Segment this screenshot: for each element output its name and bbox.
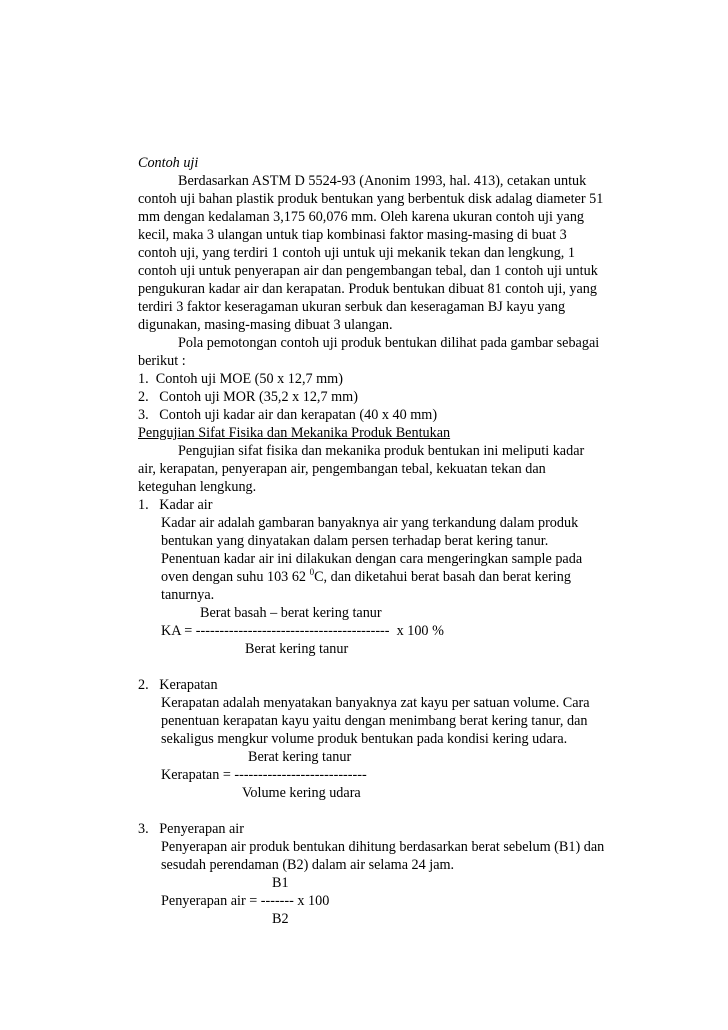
paragraph-line: Kerapatan adalah menyatakan banyaknya zat kayu per satuan volume. Cara [161, 695, 590, 711]
paragraph-line: contoh uji, yang terdiri 1 contoh uji untuk uji mekanik tekan dan lengkung, 1 [138, 245, 575, 261]
paragraph-line: sekaligus mengkur volume produk bentukan pada kondisi kering udara. [161, 731, 568, 747]
formula-numerator: Berat basah – berat kering tanur [200, 605, 382, 621]
paragraph-line: tanurnya. [161, 587, 215, 603]
paragraph-line: Pola pemotongan contoh uji produk bentukan dilihat pada gambar sebagai [178, 335, 600, 351]
formula-line: KA = ----------------------------------------- x 100 % [161, 623, 444, 639]
paragraph-line: keteguhan lengkung. [138, 479, 257, 495]
superscript-degree: 0 [309, 567, 315, 577]
paragraph-line: digunakan, masing-masing dibuat 3 ulangan. [138, 317, 393, 333]
section-heading-contoh-uji: Contoh uji [138, 155, 199, 171]
paragraph-line: contoh uji bahan plastik produk bentukan yang berbentuk disk adalag diameter 51 [138, 191, 604, 207]
paragraph-line: mm dengan kedalaman 3,175 60,076 mm. Oleh karena ukuran contoh uji yang [138, 209, 585, 225]
paragraph-line: Kadar air adalah gambaran banyaknya air yang terkandung dalam produk [161, 515, 579, 531]
formula-numerator: Berat kering tanur [248, 749, 352, 765]
paragraph-line: Penentuan kadar air ini dilakukan dengan cara mengeringkan sample pada [161, 551, 583, 567]
paragraph-line: terdiri 3 faktor keseragaman ukuran serbuk dan keseragaman BJ kayu yang [138, 299, 566, 315]
paragraph-line [161, 569, 571, 586]
paragraph-line: sesudah perendaman (B2) dalam air selama 24 jam. [161, 857, 455, 873]
formula-numerator: B1 [272, 875, 289, 891]
section-heading-pengujian: Pengujian Sifat Fisika dan Mekanika Produk Bentukan [138, 425, 451, 441]
paragraph-line: Penyerapan air produk bentukan dihitung berdasarkan berat sebelum (B1) dan [161, 839, 605, 855]
text-segment: oven dengan suhu 103 62 [161, 569, 310, 585]
list-heading-kerapatan: 2. Kerapatan [138, 677, 218, 693]
list-heading-kadar-air: 1. Kadar air [138, 497, 213, 513]
paragraph-line: contoh uji untuk penyerapan air dan pengembangan tebal, dan 1 contoh uji untuk [138, 263, 598, 279]
formula-denominator: Berat kering tanur [245, 641, 349, 657]
paragraph-line: air, kerapatan, penyerapan air, pengembangan tebal, kekuatan tekan dan [138, 461, 546, 477]
text-segment: C, dan diketahui berat basah dan berat kering [314, 569, 571, 585]
paragraph-line: penentuan kerapatan kayu yaitu dengan menimbang berat kering tanur, dan [161, 713, 588, 729]
paragraph-line: kecil, maka 3 ulangan untuk tiap kombinasi faktor masing-masing di buat 3 [138, 227, 567, 243]
paragraph-line: Pengujian sifat fisika dan mekanika produk bentukan ini meliputi kadar [178, 443, 585, 459]
paragraph-line: bentukan yang dinyatakan dalam persen terhadap berat kering tanur. [161, 533, 549, 549]
list-item: 3. Contoh uji kadar air dan kerapatan (40 x 40 mm) [138, 407, 438, 423]
paragraph-line: berikut : [138, 353, 186, 369]
list-item: 2. Contoh uji MOR (35,2 x 12,7 mm) [138, 389, 358, 405]
formula-denominator: B2 [272, 911, 289, 927]
paragraph-line: Berdasarkan ASTM D 5524-93 (Anonim 1993, hal. 413), cetakan untuk [178, 173, 587, 189]
list-heading-penyerapan-air: 3. Penyerapan air [138, 821, 244, 837]
formula-line: Penyerapan air = ------- x 100 [161, 893, 330, 909]
list-item: 1. Contoh uji MOE (50 x 12,7 mm) [138, 371, 343, 387]
formula-line: Kerapatan = ---------------------------- [161, 767, 367, 783]
formula-denominator: Volume kering udara [242, 785, 361, 801]
paragraph-line: pengukuran kadar air dan kerapatan. Produk bentukan dibuat 81 contoh uji, yang [138, 281, 597, 297]
